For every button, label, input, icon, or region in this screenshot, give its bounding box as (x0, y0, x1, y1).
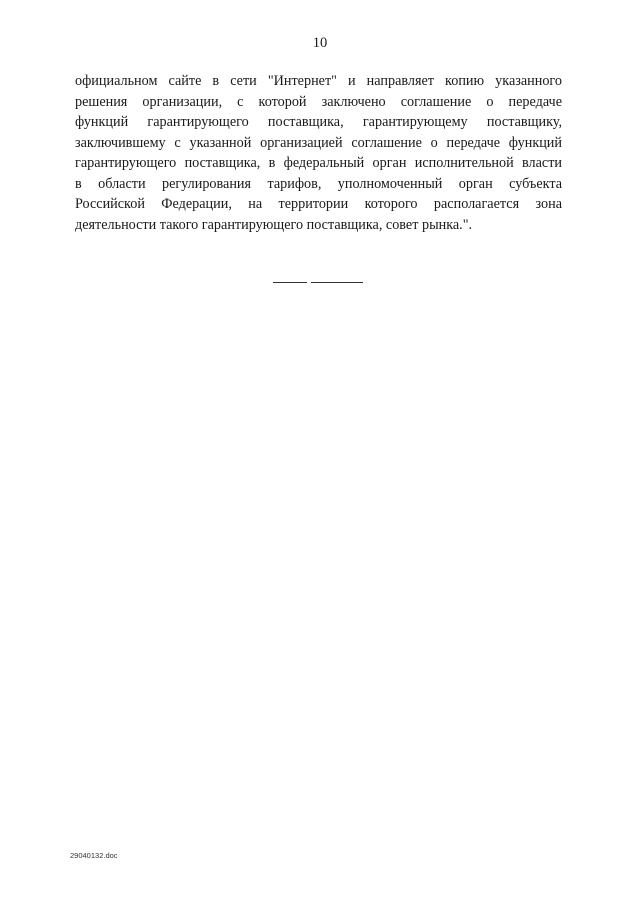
body-line: заключившему с указанной организацией соглашение о передаче функций (75, 134, 562, 151)
body-paragraph (75, 71, 562, 235)
separator-segment (311, 282, 363, 283)
separator-line (273, 282, 363, 283)
body-line: официальном сайте в сети "Интернет" и направляет копию указанного (75, 73, 562, 89)
body-line: решения организации, с которой заключено соглашение о передаче (75, 93, 562, 110)
body-line: деятельности такого гарантирующего поставщика, совет рынка.". (75, 216, 473, 233)
body-line: гарантирующего поставщика, в федеральный орган исполнительной власти (75, 155, 562, 171)
separator-segment (273, 282, 307, 283)
body-line: Российской Федерации, на территории которого располагается зона (75, 196, 562, 212)
body-line: функций гарантирующего поставщика, гарантирующему поставщику, (75, 114, 562, 130)
page-number: 10 (312, 35, 328, 51)
footer-filename: 29040132.doc (70, 851, 118, 860)
body-line: в области регулирования тарифов, уполномоченный орган субъекта (75, 175, 562, 192)
